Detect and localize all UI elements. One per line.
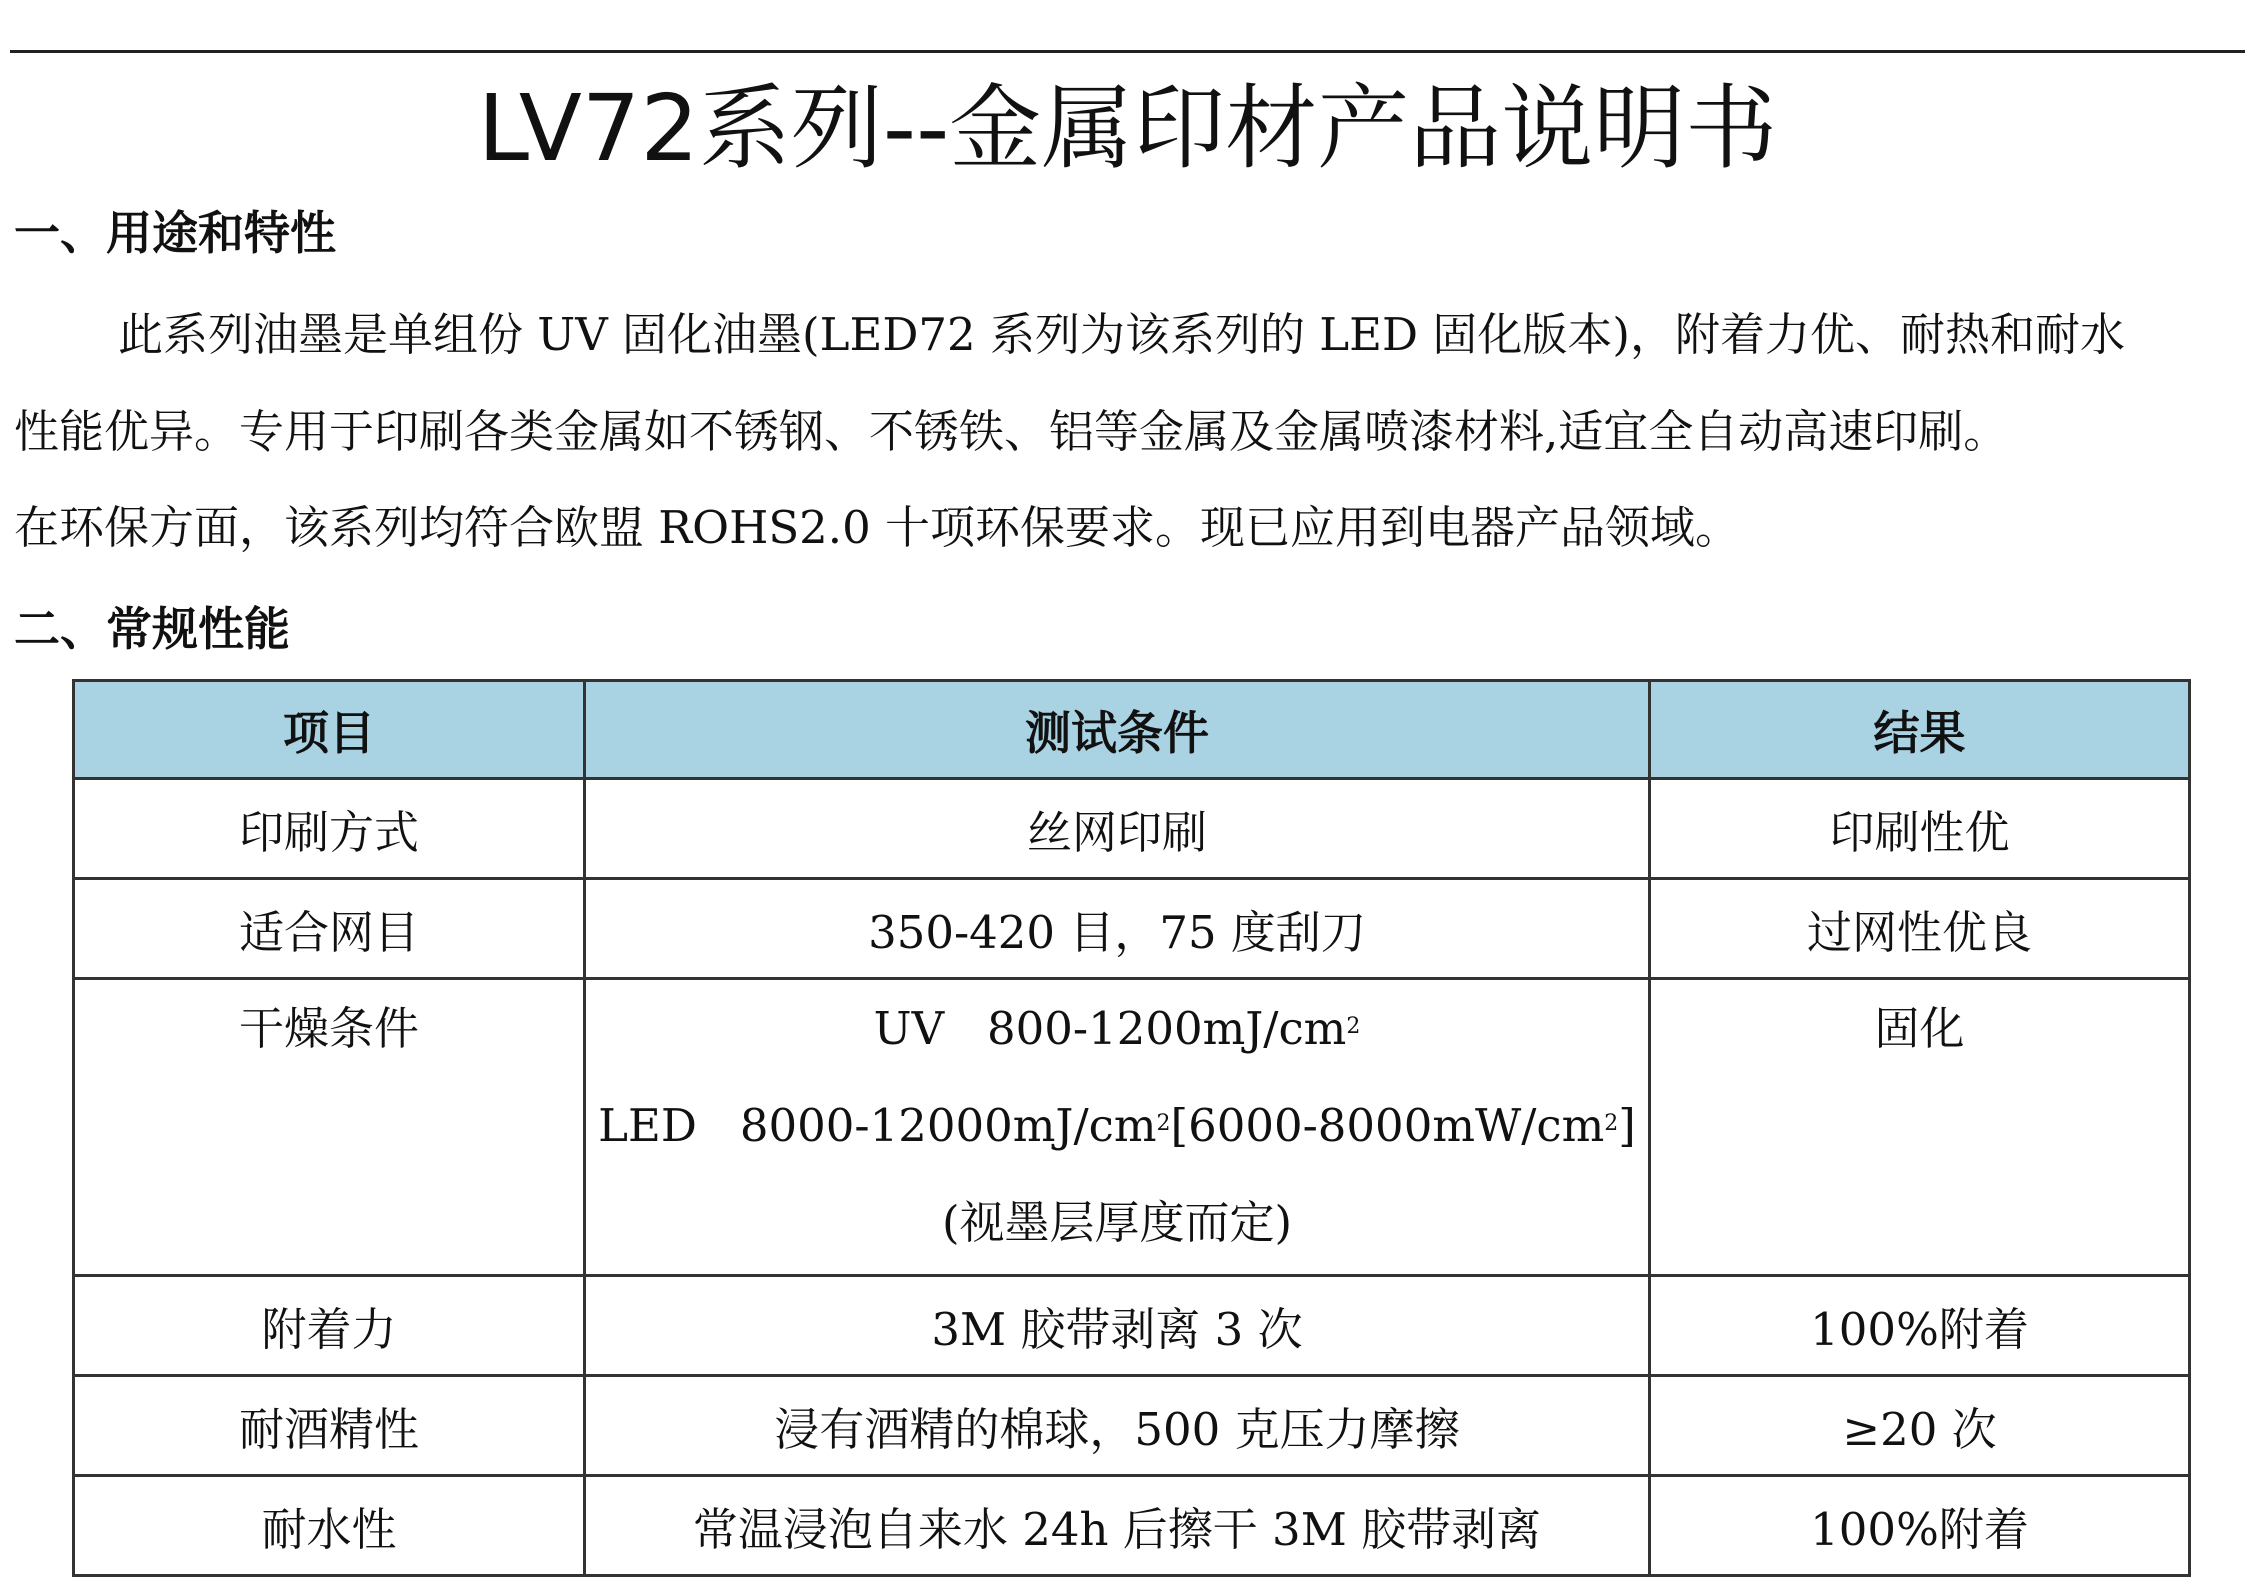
section-heading-performance: 二、常规性能	[14, 602, 290, 656]
table-header-row	[74, 681, 2190, 779]
cell-condition: 浸有酒精的棉球，500 克压力摩擦	[585, 1376, 1650, 1476]
cell-item: 耐水性	[74, 1476, 585, 1576]
intro-paragraph-line-3: 在环保方面，该系列均符合欧盟 ROHS2.0 十项环保要求。现已应用到电器产品领域。	[14, 501, 1741, 554]
table-row	[74, 779, 2190, 879]
table-row	[74, 1276, 2190, 1376]
table-row	[74, 879, 2190, 979]
cell-result: 100%附着	[1650, 1276, 2190, 1376]
cell-condition: 3M 胶带剥离 3 次	[585, 1276, 1650, 1376]
cell-condition: 常温浸泡自来水 24h 后擦干 3M 胶带剥离	[585, 1476, 1650, 1576]
performance-table	[72, 679, 2191, 1577]
section-heading-usage: 一、用途和特性	[14, 206, 336, 260]
cell-item: 附着力	[74, 1276, 585, 1376]
cell-result: 印刷性优	[1650, 779, 2190, 879]
table-row	[74, 1376, 2190, 1476]
cell-condition: 丝网印刷	[585, 779, 1650, 879]
header-result: 结果	[1650, 681, 2190, 779]
intro-paragraph-line-1: 此系列油墨是单组份 UV 固化油墨(LED72 系列为该系列的 LED 固化版本)，附着力优、耐热和耐水	[118, 308, 2125, 361]
header-test-condition: 测试条件	[585, 681, 1650, 779]
superscript: 2	[1156, 1111, 1171, 1136]
cell-condition: 350-420 目，75 度刮刀	[585, 879, 1650, 979]
intro-paragraph-line-2: 性能优异。专用于印刷各类金属如不锈钢、不锈铁、铝等金属及金属喷漆材料,适宜全自动高速印刷。	[14, 405, 2009, 458]
drying-note-line: (视墨层厚度而定)	[941, 1196, 1293, 1249]
table-row	[74, 1476, 2190, 1576]
drying-led-power: [6000-8000mW/cm	[1170, 1099, 1605, 1152]
drying-led-bracket: ]	[1618, 1099, 1636, 1152]
top-rule	[10, 50, 2245, 53]
superscript: 2	[1346, 1014, 1361, 1039]
cell-result: 100%附着	[1650, 1476, 2190, 1576]
cell-item	[74, 979, 585, 1276]
superscript: 2	[1604, 1111, 1619, 1136]
cell-item: 耐酒精性	[74, 1376, 585, 1476]
cell-item-text: 干燥条件	[238, 1002, 419, 1055]
document-title: LV72系列--金属印材产品说明书	[477, 75, 1778, 182]
cell-item: 印刷方式	[74, 779, 585, 879]
table-row	[74, 979, 2190, 1276]
header-item: 项目	[74, 681, 585, 779]
cell-result-text: 固化	[1874, 1002, 1965, 1055]
cell-result: 过网性优良	[1650, 879, 2190, 979]
cell-result	[1650, 979, 2190, 1276]
drying-uv-text: UV 800-1200mJ/cm	[873, 1002, 1347, 1055]
cell-result: ≥20 次	[1650, 1376, 2190, 1476]
drying-uv-line	[586, 980, 1648, 1077]
drying-led-line	[586, 1077, 1648, 1174]
drying-led-text: LED 8000-12000mJ/cm	[598, 1099, 1157, 1152]
cell-item: 适合网目	[74, 879, 585, 979]
cell-condition-drying	[585, 979, 1650, 1276]
